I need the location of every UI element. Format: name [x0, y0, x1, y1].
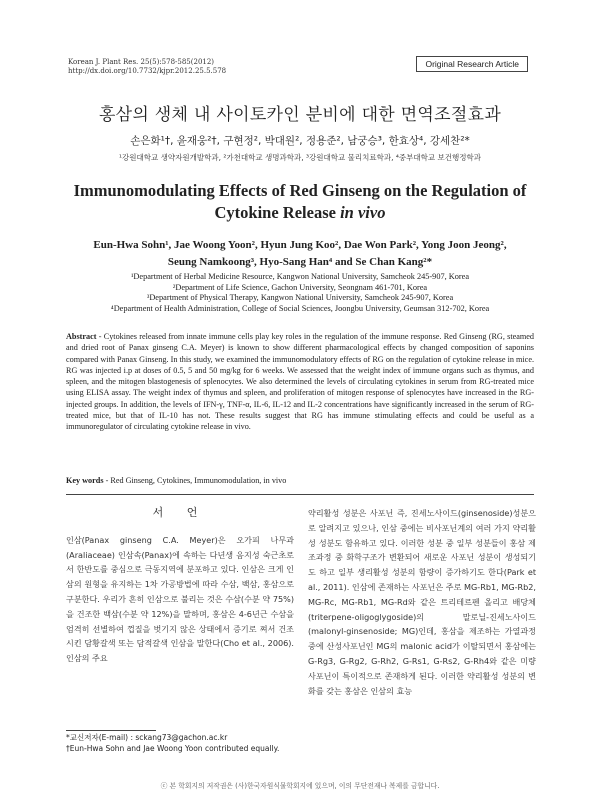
english-title-italic: in vivo	[340, 203, 386, 222]
body-left-column	[66, 506, 294, 666]
divider	[66, 494, 534, 495]
body-right-text: 약리활성 성분은 사포닌 즉, 진세노사이드(ginsenoside)성분으로 알려지고 있으나, 인삼 중에는 비사포닌계의 여러 가지 약리활성 성분도 함유하고 있다. 이러한 성분 중 일부 성분들이 홍삼 제조과정 중 화학구조가 변환되어 새로운 사포닌 성분이 생성되기도 하고 일부 생리활성 성분의 함량이 증가하기도 한다(Park et al., 2011). 인삼에 존재하는 사포닌은 주로 MG-Rb1, MG-Rb2, MG-Rc, MG-Rb1, MG-Rd와 같은 트리테르펜 올리고 배당체(triterpene-oligoglygoside)의 말로닐-진세노사이드(malonyl-ginsenoside; MG)인데, 홍삼을 제조하는 가열과정 중에 산성사포닌인 MG의 malonic acid가 이탈되면서 홍삼에는 G-Rg3, G-Rg2, G-Rh2, G-Rs1, G-Rs2, G-Rh4와 같은 미량 사포닌이 특이적으로 존재하게 된다. 이러한 약리활성 성분의 변화를 갖는 홍삼은 인삼의 효능	[308, 508, 536, 696]
footnote-corresponding: *교신저자(E-mail) : sckang73@gachon.ac.kr	[66, 733, 228, 742]
affiliation-1: ¹Department of Herbal Medicine Resource, Kangwon National University, Samcheok 245-907, Korea	[130, 272, 470, 281]
english-title	[40, 180, 560, 224]
footnote-equal-contribution: †Eun-Hwa Sohn and Jae Woong Yoon contributed equally.	[66, 744, 280, 753]
authors-line-1: Eun-Hwa Sohn¹, Jae Woong Yoon², Hyun Jung Koo², Dae Won Park², Yong Joon Jeong²,	[93, 239, 507, 251]
keywords	[66, 476, 286, 485]
abstract-text: - Cytokines released from innate immune cells play key roles in the regulation of the immune response. Red Ginseng (RG, steamed and dried root of Panax ginseng C.A. Meyer) is known to show different pharmacological effects by changed composition of saponins compared with Panax Ginseng. In this study, we examined the immunomodulatory effects of RG on the regulation of cytokine release in mice. RG was injected i.p at doses of 0.5, 5 and 50 mg/kg for 6 weeks. We assessed that the weight index of immune organs such as thymus, and spleen, and the mitogen blastogenesis of splenocytes. We also determined the levels of circulating cytokines in serum from RG-treated mice using ELISA assay. The weight index of thymus and spleen, and proliferation of mitogen response of splenocytes have increased in the RG-injected groups. In addition, the levels of IFN-γ, TNF-α, IL-6, IL-12 and IL-2 concentrations have significantly increased in the serum of RG-treated mice, but that of IL-10 has not. These results suggest that RG has immune stimulating effects and could be useful as a immunoregulator of circulating cytokine release in vivo.	[66, 332, 534, 432]
affiliation-4: ⁴Department of Health Administration, College of Social Sciences, Joongbu University, Geumsan 312-702, Korea	[110, 303, 490, 313]
section-title: 서 언	[152, 506, 208, 519]
korean-title: 홍삼의 생체 내 사이토카인 분비에 대한 면역조절효과	[98, 105, 502, 125]
english-title-main: Immunomodulating Effects of Red Ginseng on the Regulation of Cytokine Release	[73, 181, 527, 222]
korean-affiliations: ¹강원대학교 생약자원개발학과, ²가천대학교 생명과학과, ³강원대학교 물리치료학과, ⁴중부대학교 보건행정학과	[119, 153, 481, 162]
keywords-label: Key words	[66, 476, 104, 485]
affiliation-3: ³Department of Physical Therapy, Kangwon National University, Samcheok 245-907, Korea	[146, 293, 454, 302]
article-type-badge: Original Research Article	[416, 56, 528, 72]
korean-authors: 손은화¹†, 윤재웅²†, 구현정², 박대원², 정용준², 남궁승³, 한효상⁴, 강세찬²*	[130, 135, 470, 147]
journal-info	[68, 58, 226, 76]
body-right-column	[308, 506, 536, 698]
keywords-text: - Red Ginseng, Cytokines, Immunomodulation, in vivo	[103, 476, 287, 485]
copyright-notice: ⓒ 본 학회지의 저작권은 (사)한국자원식물학회지에 있으며, 이의 무단전재나 복제를 금합니다.	[160, 782, 440, 790]
affiliation-2: ²Department of Life Science, Gachon University, Seongnam 461-701, Korea	[172, 282, 428, 292]
journal-citation: Korean J. Plant Res. 25(5):578-585(2012)	[68, 58, 215, 66]
english-affiliations	[20, 272, 580, 314]
abstract-label: Abstract	[66, 332, 97, 341]
abstract	[66, 331, 534, 433]
authors-line-2: Seung Namkoong³, Hyo-Sang Han⁴ and Se Chan Kang²*	[167, 256, 433, 268]
english-authors	[30, 237, 570, 271]
footnote-divider	[66, 730, 156, 731]
body-left-text: 인삼(Panax ginseng C.A. Meyer)은 오가피 나무과(Araliaceae) 인삼속(Panax)에 속하는 다년생 음지성 숙근초로서 한반도를 중심으로 극동지역에 분포하고 있다. 인삼은 크게 인삼의 원형을 유지하는 1차 가공방법에 따라 수삼, 백삼, 홍삼으로 구분한다. 우리가 흔히 인삼으로 불리는 것은 수삼(수분 약 75%)을 건조한 백삼(수분 약 12%)을 말하며, 홍삼은 4-6년근 수삼을 엄격히 선별하여 껍질을 벗기지 않은 상태에서 증기로 쪄서 건조시킨 담황갈색 또는 담적갈색 인삼을 말한다(Cho et al., 2006). 인삼의 주요	[66, 534, 294, 664]
doi-link[interactable]: http://dx.doi.org/10.7732/kjpr.2012.25.5.578	[68, 67, 227, 75]
footnote	[66, 732, 279, 754]
